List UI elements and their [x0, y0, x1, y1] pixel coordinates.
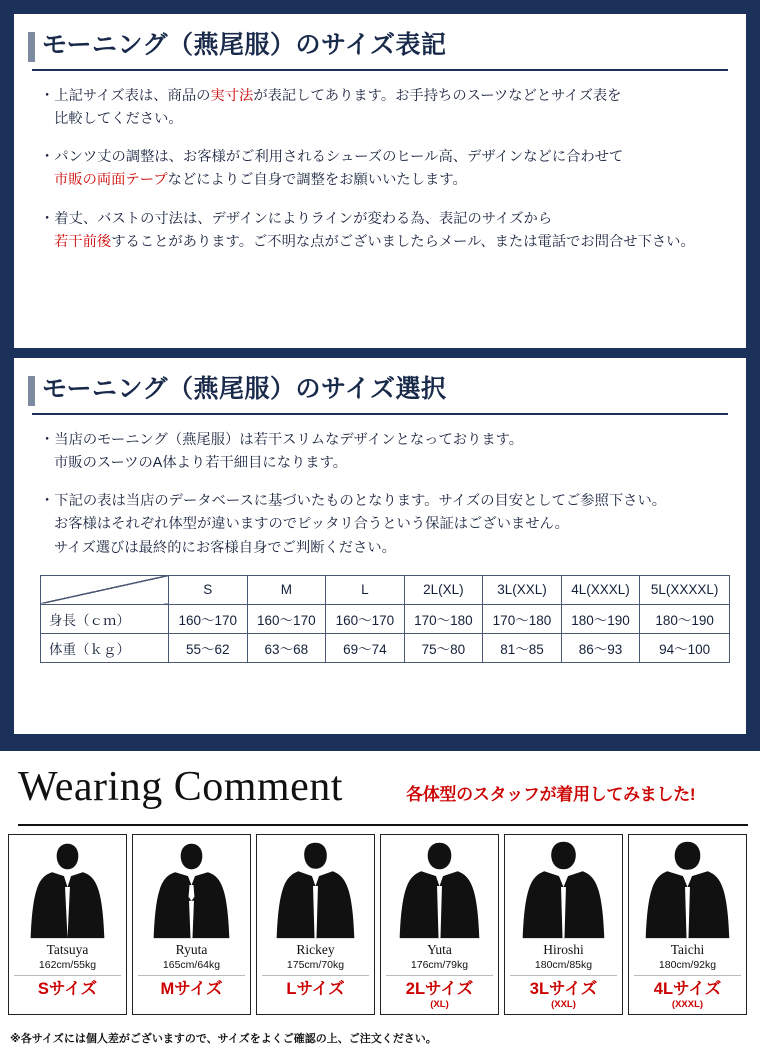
staff-card-list: [8, 834, 752, 1015]
table-row-header: 身長（ｃｍ）: [41, 604, 169, 633]
table-column-header: M: [247, 575, 326, 604]
bullet-text: お客様はそれぞれ体型が違いますのでピッタリ合うという保証はございません。: [54, 516, 569, 533]
person-silhouette-icon: [505, 835, 622, 939]
bullet-highlight: 実寸法: [210, 88, 254, 104]
person-silhouette-icon: [629, 835, 746, 939]
staff-measurements: 180cm/85kg: [534, 958, 593, 971]
table-cell: 180〜190: [640, 604, 730, 633]
staff-name: Hiroshi: [543, 942, 584, 957]
table-cell: 94〜100: [640, 633, 730, 662]
bullet-item: [40, 490, 724, 559]
table-row: [41, 633, 730, 662]
staff-size-sublabel: (XXL): [551, 999, 576, 1011]
staff-name: Ryuta: [175, 942, 208, 957]
table-column-header: L: [326, 575, 405, 604]
card-divider: [138, 975, 245, 976]
staff-measurements: 176cm/79kg: [410, 958, 469, 971]
wearing-comment-title: Wearing Comment: [18, 764, 343, 810]
staff-measurements: 165cm/64kg: [162, 958, 221, 971]
wearing-comment-title-underline: [18, 824, 748, 826]
table-cell: 170〜180: [483, 604, 562, 633]
bullet-text: することがあります。ご不明な点がございましたらメール、または電話でお問合せ下さい。: [111, 233, 695, 250]
section-heading-size-notation: モーニング（燕尾服）のサイズ表記: [28, 30, 746, 60]
table-cell: 160〜170: [247, 604, 326, 633]
staff-size-label: 4Lサイズ: [653, 980, 722, 999]
card-divider: [510, 975, 617, 976]
staff-card[interactable]: [8, 834, 127, 1015]
bullet-text: ・着丈、バストの寸法は、デザインによりラインが変わる為、表記のサイズから: [40, 210, 553, 227]
bullet-item: [40, 429, 724, 475]
staff-size: [381, 980, 498, 1010]
staff-size: [257, 980, 374, 999]
bullet-text: 市販のスーツのA体より若干細目になります。: [54, 455, 348, 472]
staff-card[interactable]: [504, 834, 623, 1015]
table-column-header: 4L(XXXL): [561, 575, 640, 604]
wearing-comment-subtitle: 各体型のスタッフが着用してみました!: [406, 785, 696, 804]
bullet-text: ・当店のモーニング（燕尾服）は若干スリムなデザインとなっております。: [40, 432, 524, 448]
table-row: [41, 604, 730, 633]
staff-size-sublabel: (XXXL): [671, 999, 704, 1011]
bullet-item: [40, 85, 724, 131]
staff-size-label: Sサイズ: [37, 980, 98, 999]
table-cell: 55〜62: [169, 633, 248, 662]
staff-size: [629, 980, 746, 1010]
staff-card[interactable]: [380, 834, 499, 1015]
staff-size-label: Mサイズ: [160, 980, 223, 999]
bullet-highlight: 市販の両面テープ: [54, 172, 168, 189]
bullet-text: ・上記サイズ表は、商品の: [40, 88, 211, 104]
table-cell: 81〜85: [483, 633, 562, 662]
staff-size: [133, 980, 250, 999]
table-column-header: 3L(XXL): [483, 575, 562, 604]
table-cell: 180〜190: [561, 604, 640, 633]
bullet-text: などによりご自身で調整をお願いいたします。: [167, 172, 467, 189]
bullet-item: [40, 146, 724, 192]
table-column-header: 2L(XL): [404, 575, 483, 604]
size-notation-card: [14, 14, 746, 348]
staff-size: [505, 980, 622, 1010]
person-silhouette-icon: [133, 835, 250, 939]
staff-size: [9, 980, 126, 999]
card-divider: [262, 975, 369, 976]
table-column-header: S: [169, 575, 248, 604]
staff-size-label: 3Lサイズ: [529, 980, 598, 999]
person-silhouette-icon: [381, 835, 498, 939]
staff-card[interactable]: [628, 834, 747, 1015]
staff-name: Taichi: [670, 942, 705, 957]
wearing-comment-header: [18, 766, 748, 822]
staff-measurements: 180cm/92kg: [658, 958, 717, 971]
card-divider: [14, 975, 121, 976]
table-row-header: 体重（ｋｇ）: [41, 633, 169, 662]
size-table: [40, 575, 730, 663]
size-footnote: ※各サイズには個人差がございますので、サイズをよくご確認の上、ご注文ください。: [10, 1033, 437, 1045]
bullet-item: [40, 208, 724, 254]
size-notation-bullets: [14, 71, 746, 254]
bullet-text: ・下記の表は当店のデータベースに基づいたものとなります。サイズの目安としてご参照下さい。: [40, 493, 667, 510]
card-divider: [386, 975, 493, 976]
bullet-text: ・パンツ丈の調整は、お客様がご利用されるシューズのヒール高、デザインなどに合わせて: [40, 149, 624, 166]
bullet-text: が表記してあります。お手持ちのスーツなどとサイズ表を: [253, 88, 622, 104]
size-table-container: [40, 575, 728, 663]
bullet-line: [40, 231, 724, 254]
person-silhouette-icon: [257, 835, 374, 939]
staff-name: Yuta: [427, 942, 452, 957]
table-corner-cell: [41, 575, 169, 604]
table-cell: 170〜180: [404, 604, 483, 633]
staff-size-sublabel: (XL): [430, 999, 449, 1011]
table-cell: 160〜170: [326, 604, 405, 633]
staff-name: Tatsuya: [46, 942, 89, 957]
section-heading-size-selection: モーニング（燕尾服）のサイズ選択: [28, 374, 746, 404]
staff-size-label: 2Lサイズ: [405, 980, 474, 999]
staff-measurements: 162cm/55kg: [38, 958, 97, 971]
person-silhouette-icon: [9, 835, 126, 939]
size-selection-card: [14, 358, 746, 734]
staff-card[interactable]: [132, 834, 251, 1015]
staff-name: Rickey: [296, 942, 335, 957]
staff-measurements: 175cm/70kg: [286, 958, 345, 971]
table-column-header: 5L(XXXXL): [640, 575, 730, 604]
card-divider: [634, 975, 741, 976]
bullet-text: 比較してください。: [54, 111, 183, 128]
table-cell: 160〜170: [169, 604, 248, 633]
bullet-text: サイズ選びは最終的にお客様自身でご判断ください。: [54, 539, 396, 556]
table-cell: 86〜93: [561, 633, 640, 662]
table-cell: 75〜80: [404, 633, 483, 662]
staff-card[interactable]: [256, 834, 375, 1015]
wearing-comment-section: [0, 748, 760, 1054]
bullet-highlight: 若干前後: [54, 233, 112, 250]
table-cell: 69〜74: [326, 633, 405, 662]
table-header-row: [41, 575, 730, 604]
bullet-line: [40, 169, 724, 192]
staff-size-label: Lサイズ: [286, 980, 345, 999]
section-divider: [0, 748, 760, 751]
table-cell: 63〜68: [247, 633, 326, 662]
size-selection-bullets: [14, 415, 746, 560]
